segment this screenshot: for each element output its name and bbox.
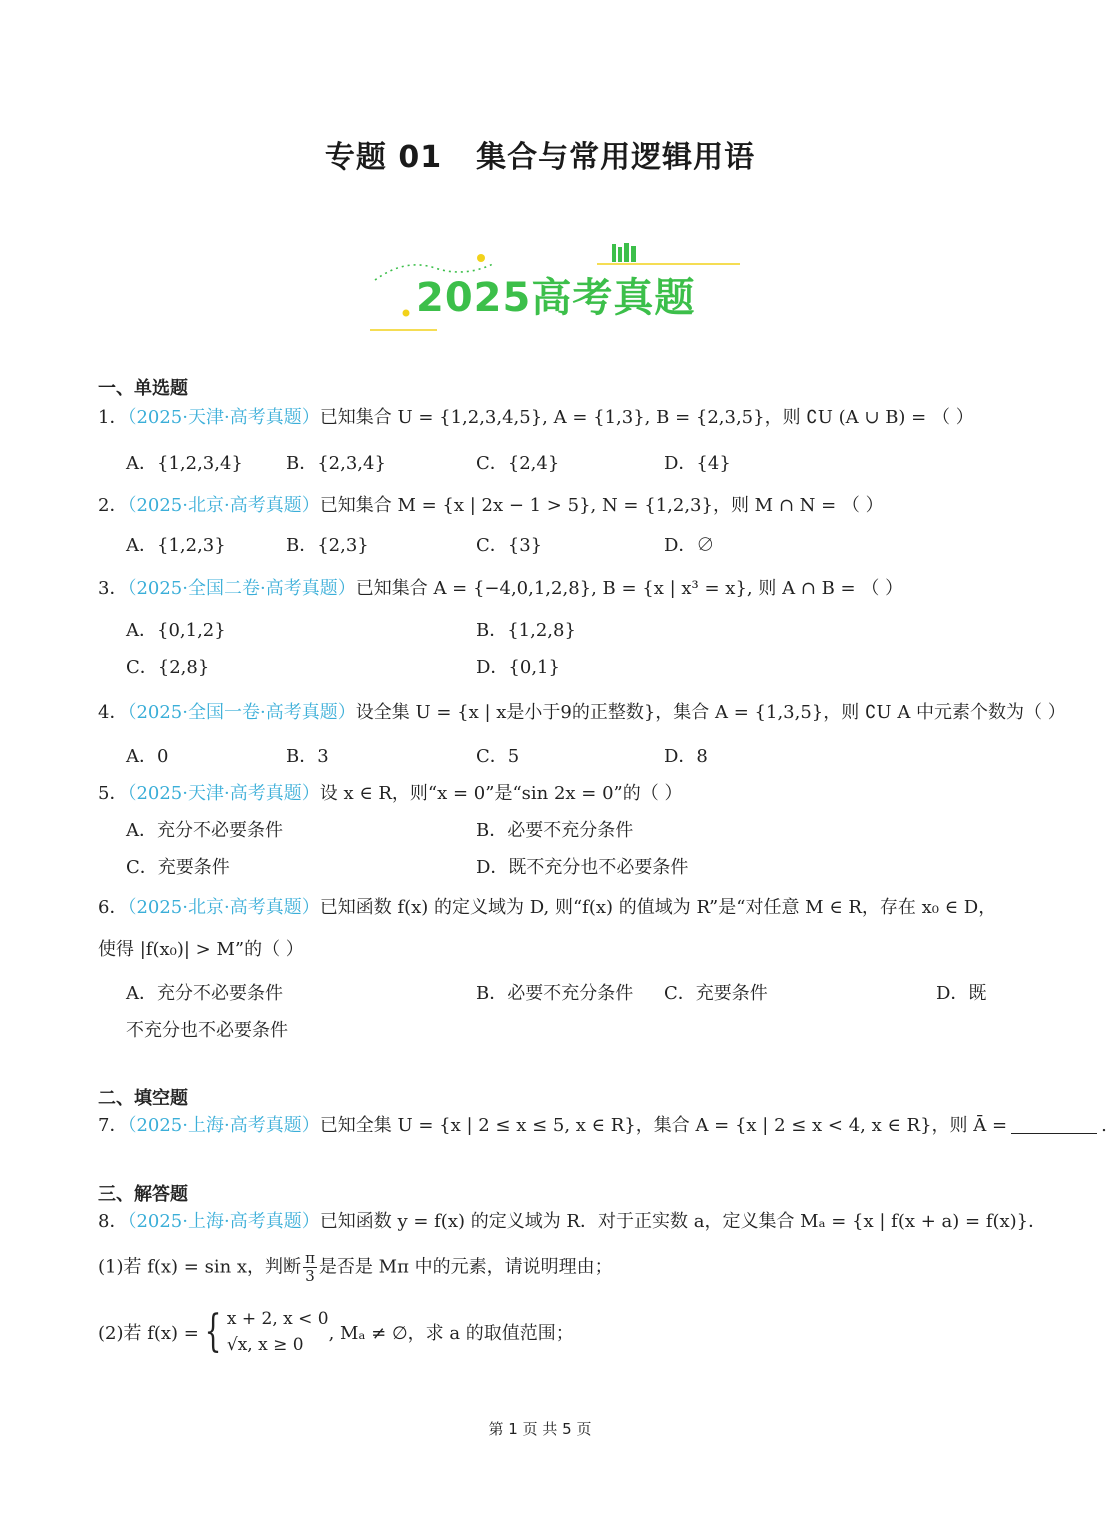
question-3 [98,574,903,600]
fraction-denominator: 3 [305,1267,315,1285]
q2-number: 2． [98,495,128,516]
page-footer: 第 1 页 共 5 页 [488,1420,592,1438]
q7-answer-blank [1011,1115,1097,1134]
q6-number: 6． [98,897,128,918]
q3-option-d: D．{0,1} [476,657,560,678]
q7-source: （2025·上海·高考真题） [127,1115,320,1136]
q8-text: 已知函数 y = f(x) 的定义域为 R．对于正实数 a，定义集合 Mₐ = {x | f(x + a) = f(x)}． [319,1211,1047,1232]
banner-dot-top [477,254,485,262]
q8-part1-post: 是否是 Mπ 中的元素，请说明理由； [318,1256,613,1278]
q6-option-b: B．必要不充分条件 [476,983,634,1004]
q8-part2 [98,1306,574,1358]
question-4 [98,698,1066,724]
q1-option-c: C．{2,4} [476,453,560,474]
piecewise-case-2: √x, x ≥ 0 [226,1335,304,1355]
q3-option-b: B．{1,2,8} [476,620,576,641]
q8-part1 [98,1250,613,1285]
q6-text-line2: 使得 |f(x₀)| > M”的（ ） [98,939,304,960]
q8-part2-pre: (2)若 f(x) = [98,1323,199,1344]
q2-source: （2025·北京·高考真题） [127,495,320,516]
pi-over-3-fraction [303,1250,317,1285]
q6-source: （2025·北京·高考真题） [127,897,320,918]
q7-text: 已知全集 U = {x | 2 ≤ x ≤ 5, x ∈ R}，集合 A = {x | 2 ≤ x < 4, x ∈ R}，则 Ā = [319,1115,1008,1136]
piecewise-cases [227,1306,329,1358]
q2-text: 已知集合 M = {x | 2x − 1 > 5}, N = {1,2,3}，则 M ∩ N = （ ） [319,495,884,516]
page-title [0,132,1080,176]
q6-text: 已知函数 f(x) 的定义域为 D, 则“f(x) 的值域为 R”是“对任意 M ∈ R，存在 x₀ ∈ D， [319,897,997,918]
q8-part2-post: , Mₐ ≠ ∅，求 a 的取值范围； [328,1323,574,1344]
q3-option-c: C．{2,8} [126,657,210,678]
q5-text: 设 x ∈ R，则“x = 0”是“sin 2x = 0”的（ ） [319,783,683,804]
piecewise-case-1: x + 2, x < 0 [226,1309,329,1329]
q4-option-b: B．3 [286,746,329,767]
q2-option-a: A．{1,2,3} [126,535,226,556]
fraction-numerator: π [305,1249,315,1267]
q5-option-c: C．充要条件 [126,857,230,878]
q1-source: （2025·天津·高考真题） [127,407,320,428]
q3-text: 已知集合 A = {−4,0,1,2,8}, B = {x | x³ = x}, 则 A ∩ B = （ ） [355,578,904,599]
question-8 [98,1207,1046,1233]
q7-end: . [1101,1115,1107,1136]
q5-number: 5． [98,783,128,804]
q8-part1-pre: (1)若 f(x) = sin x，判断 [98,1256,302,1278]
q5-source: （2025·天津·高考真题） [127,783,320,804]
q5-option-d: D．既不充分也不必要条件 [476,857,689,878]
title-part1: 专题 01 [324,140,443,175]
q3-source: （2025·全国二卷·高考真题） [127,578,356,599]
q4-source: （2025·全国一卷·高考真题） [127,702,356,723]
q6-option-d-continued: 不充分也不必要条件 [126,1020,288,1041]
banner-dot-bottom [403,310,410,317]
q5-option-b: B．必要不充分条件 [476,820,634,841]
q4-option-d: D．8 [664,746,708,767]
question-1 [98,403,974,429]
section-heading-2: 二、填空题 [98,1088,188,1109]
q5-option-a: A．充分不必要条件 [126,820,283,841]
question-6 [98,893,996,919]
q7-number: 7． [98,1115,128,1136]
q6-option-d: D．既 [936,983,987,1004]
q4-option-c: C．5 [476,746,520,767]
q2-option-d: D．∅ [664,535,715,556]
q1-number: 1． [98,407,128,428]
question-5 [98,779,682,805]
q3-option-a: A．{0,1,2} [126,620,226,641]
question-7 [98,1111,1107,1137]
banner-title: 2025高考真题 [416,275,696,321]
books-icon [612,243,636,262]
q1-option-d: D．{4} [664,453,731,474]
q2-option-b: B．{2,3} [286,535,369,556]
q8-source: （2025·上海·高考真题） [127,1211,320,1232]
q1-text: 已知集合 U = {1,2,3,4,5}, A = {1,3}, B = {2,3,5}，则 ∁U (A ∪ B) = （ ） [319,407,974,428]
section-heading-1: 一、单选题 [98,378,188,399]
q4-option-a: A．0 [126,746,169,767]
q4-text: 设全集 U = {x | x是小于9的正整数}，集合 A = {1,3,5}，则 ∁U A 中元素个数为（ ） [355,702,1066,723]
q6-option-a: A．充分不必要条件 [126,983,283,1004]
title-part2: 集合与常用逻辑用语 [476,140,756,175]
q1-option-b: B．{2,3,4} [286,453,386,474]
q6-option-c: C．充要条件 [664,983,768,1004]
q4-number: 4． [98,702,128,723]
q1-option-a: A．{1,2,3,4} [126,453,243,474]
q2-option-c: C．{3} [476,535,543,556]
q3-number: 3． [98,578,128,599]
q8-number: 8． [98,1211,128,1232]
section-heading-3: 三、解答题 [98,1184,188,1205]
piecewise-brace: { [204,1306,222,1357]
question-2 [98,491,884,517]
